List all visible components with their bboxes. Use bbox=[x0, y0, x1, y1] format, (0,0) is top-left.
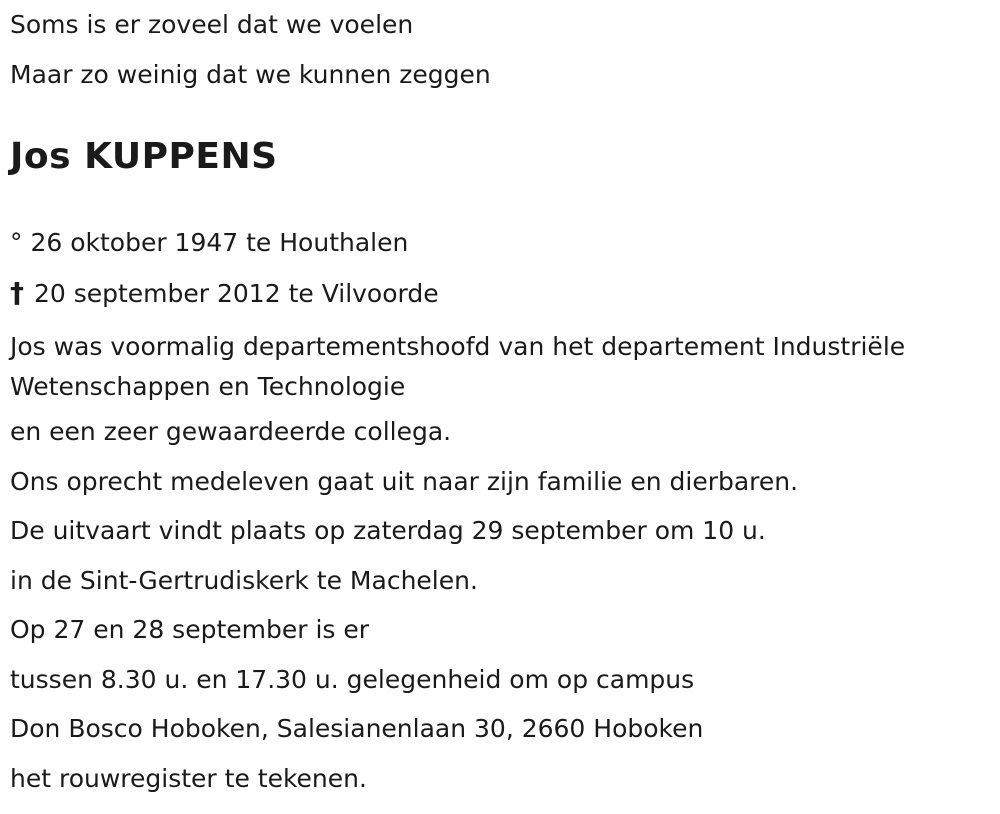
birth-symbol-icon: ° bbox=[10, 228, 23, 257]
paragraph-register-hours: tussen 8.30 u. en 17.30 u. gelegenheid om op campus bbox=[10, 665, 695, 694]
paragraph-register-address: Don Bosco Hoboken, Salesianenlaan 30, 2660 Hoboken bbox=[10, 714, 704, 743]
death-date-place: 20 september 2012 te Vilvoorde bbox=[33, 279, 439, 308]
deceased-name: Jos KUPPENS bbox=[10, 136, 278, 177]
quote-line-1: Soms is er zoveel dat we voelen bbox=[10, 10, 414, 39]
birth-line bbox=[10, 228, 408, 258]
birth-date-place: 26 oktober 1947 te Houthalen bbox=[30, 228, 409, 257]
paragraph-funeral-date: De uitvaart vindt plaats op zaterdag 29 september om 10 u. bbox=[10, 516, 766, 545]
death-line bbox=[10, 278, 439, 309]
paragraph-colleague: en een zeer gewaardeerde collega. bbox=[10, 417, 452, 446]
paragraph-register-sign: het rouwregister te tekenen. bbox=[10, 764, 367, 793]
paragraph-condolences: Ons oprecht medeleven gaat uit naar zijn familie en dierbaren. bbox=[10, 467, 799, 496]
cross-icon: † bbox=[10, 276, 24, 309]
paragraph-funeral-location: in de Sint-Gertrudiskerk te Machelen. bbox=[10, 566, 478, 595]
paragraph-role: Jos was voormalig departementshoofd van het departement Industriële Wetenschappen en Technologie bbox=[10, 332, 906, 401]
paragraph-register-dates: Op 27 en 28 september is er bbox=[10, 615, 370, 644]
quote-line-2: Maar zo weinig dat we kunnen zeggen bbox=[10, 60, 491, 89]
